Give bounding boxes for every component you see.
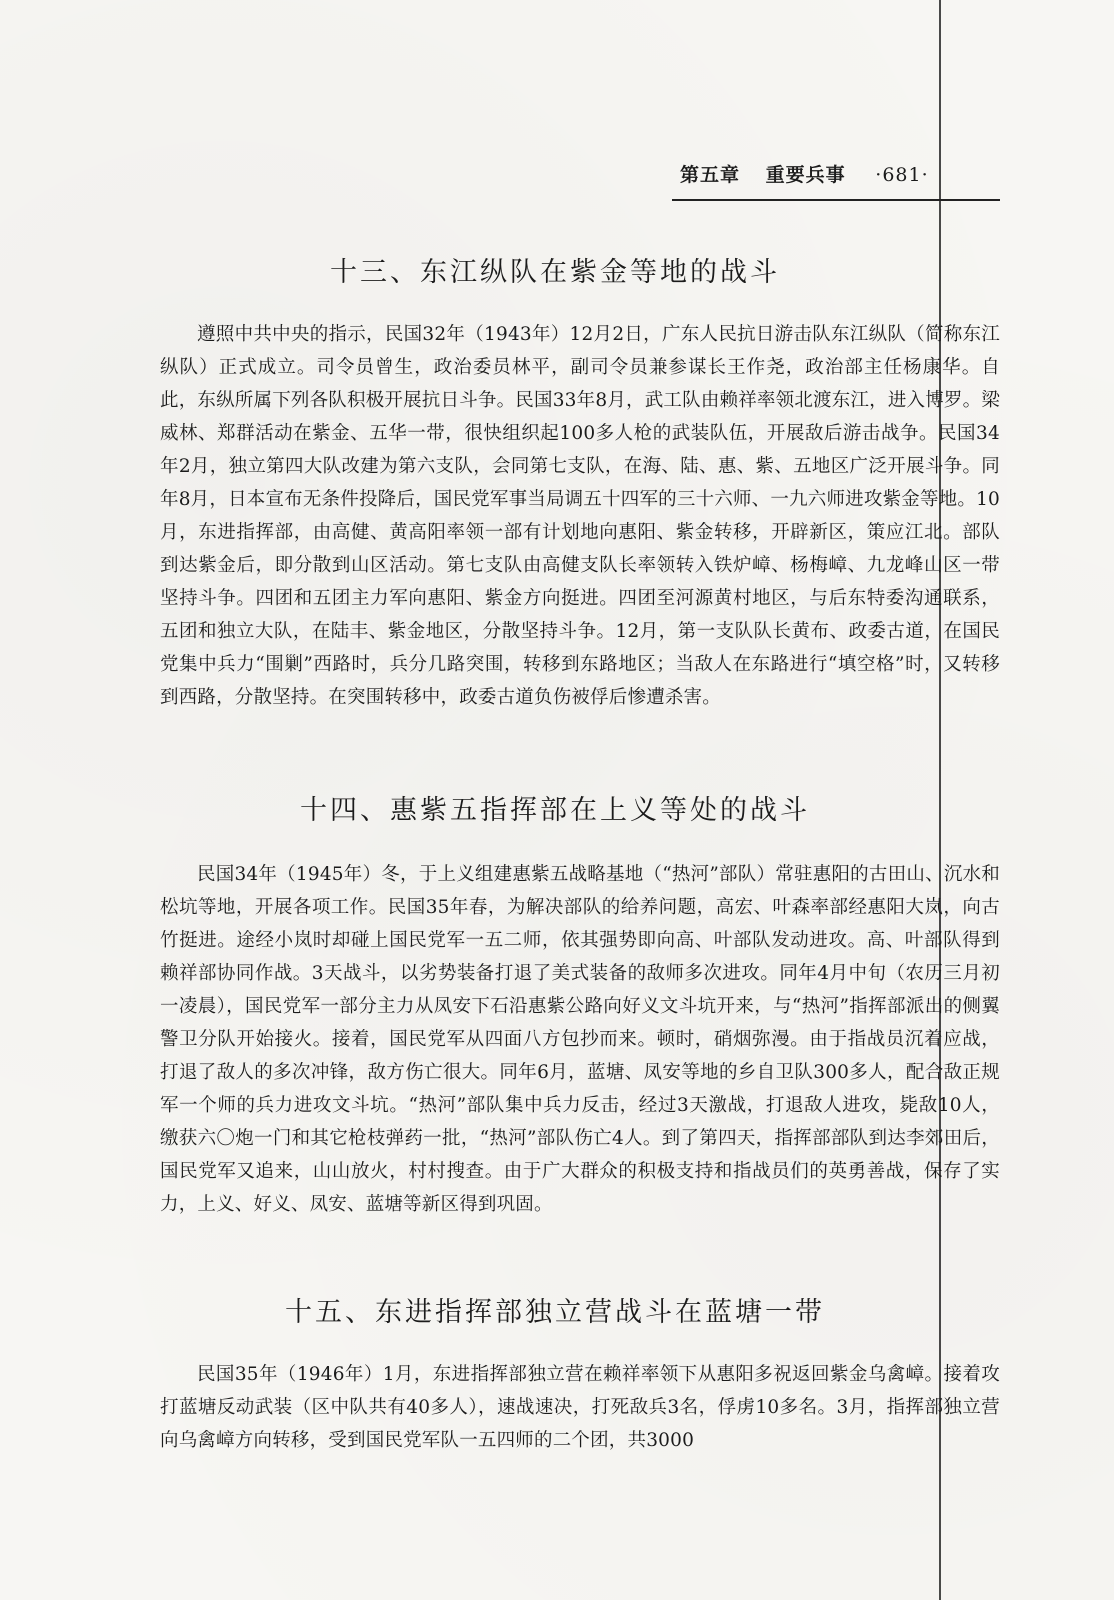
running-head-title: 重要兵事 [765,164,846,186]
running-head-chapter: 第五章 [680,164,741,186]
section-14-paragraph: 民国34年（1945年）冬，于上义组建惠紫五战略基地（“热河”部队）常驻惠阳的古田山、沉水和松坑等地，开展各项工作。民国35年春，为解决部队的给养问题，高宏、叶森率部经惠阳大岚，向古竹挺进。途经小岚时却碰上国民党军一五二师，依其强势即向高、叶部队发动进攻。高、叶部队得到赖祥部协同作战。3天战斗，以劣势装备打退了美式装备的敌师多次进攻。同年4月中旬（农历三月初一凌晨），国民党军一部分主力从凤安下石沿惠紫公路向好义文斗坑开来，与“热河”指挥部派出的侧翼警卫分队开始接火。接着，国民党军从四面八方包抄而来。顿时，硝烟弥漫。由于指战员沉着应战，打退了敌人的多次冲锋，敌方伤亡很大。同年6月，蓝塘、凤安等地的乡自卫队300多人，配合敌正规军一个师的兵力进攻文斗坑。“热河”部队集中兵力反击，经过3天激战，打退敌人进攻，毙敌10人，缴获六〇炮一门和其它枪枝弹药一批，“热河”部队伤亡4人。到了第四天，指挥部部队到达李郊田后，国民党军又追来，山山放火，村村搜查。由于广大群众的积极支持和指战员们的英勇善战，保存了实力，上义、好义、凤安、蓝塘等新区得到巩固。 [160,864,1000,1215]
section-13-heading: 十三、东江纵队在紫金等地的战斗 [330,257,780,288]
section-13-paragraph: 遵照中共中央的指示，民国32年（1943年）12月2日，广东人民抗日游击队东江纵队（简称东江纵队）正式成立。司令员曾生，政治委员林平，副司令员兼参谋长王作尧，政治部主任杨康华。自此，东纵所属下列各队积极开展抗日斗争。民国33年8月，武工队由赖祥率领北渡东江，进入博罗。梁威林、郑群活动在紫金、五华一带，很快组织起100多人枪的武装队伍，开展敌后游击战争。民国34年2月，独立第四大队改建为第六支队，会同第七支队，在海、陆、惠、紫、五地区广泛开展斗争。同年8月，日本宣布无条件投降后，国民党军事当局调五十四军的三十六师、一九六师进攻紫金等地。10月，东进指挥部，由高健、黄高阳率领一部有计划地向惠阳、紫金转移，开辟新区，策应江北。部队到达紫金后，即分散到山区活动。第七支队由高健支队长率领转入铁炉嶂、杨梅嶂、九龙峰山区一带坚持斗争。四团和五团主力军向惠阳、紫金方向挺进。四团至河源黄村地区，与后东特委沟通联系，五团和独立大队，在陆丰、紫金地区，分散坚持斗争。12月，第一支队队长黄布、政委古道，在国民党集中兵力“围剿”西路时，兵分几路突围，转移到东路地区；当敌人在东路进行“填空格”时，又转移到西路，分散坚持。在突围转移中，政委古道负伤被俘后惨遭杀害。 [160,324,1001,708]
section-15-paragraph: 民国35年（1946年）1月，东进指挥部独立营在赖祥率领下从惠阳多祝返回紫金乌禽嶂。接着攻打蓝塘反动武装（区中队共有40多人），速战速决，打死敌兵3名，俘虏10多名。3月，指挥部独立营向乌禽嶂方向转移，受到国民党军队一五四师的二个团，共3000 [160,1364,1000,1451]
page-number: ·681· [875,164,929,186]
running-head [680,160,1000,198]
section-15-heading: 十五、东进指挥部独立营战斗在蓝塘一带 [285,1297,825,1328]
running-head-rule [672,199,1000,201]
section-14-heading: 十四、惠紫五指挥部在上义等处的战斗 [300,795,810,826]
